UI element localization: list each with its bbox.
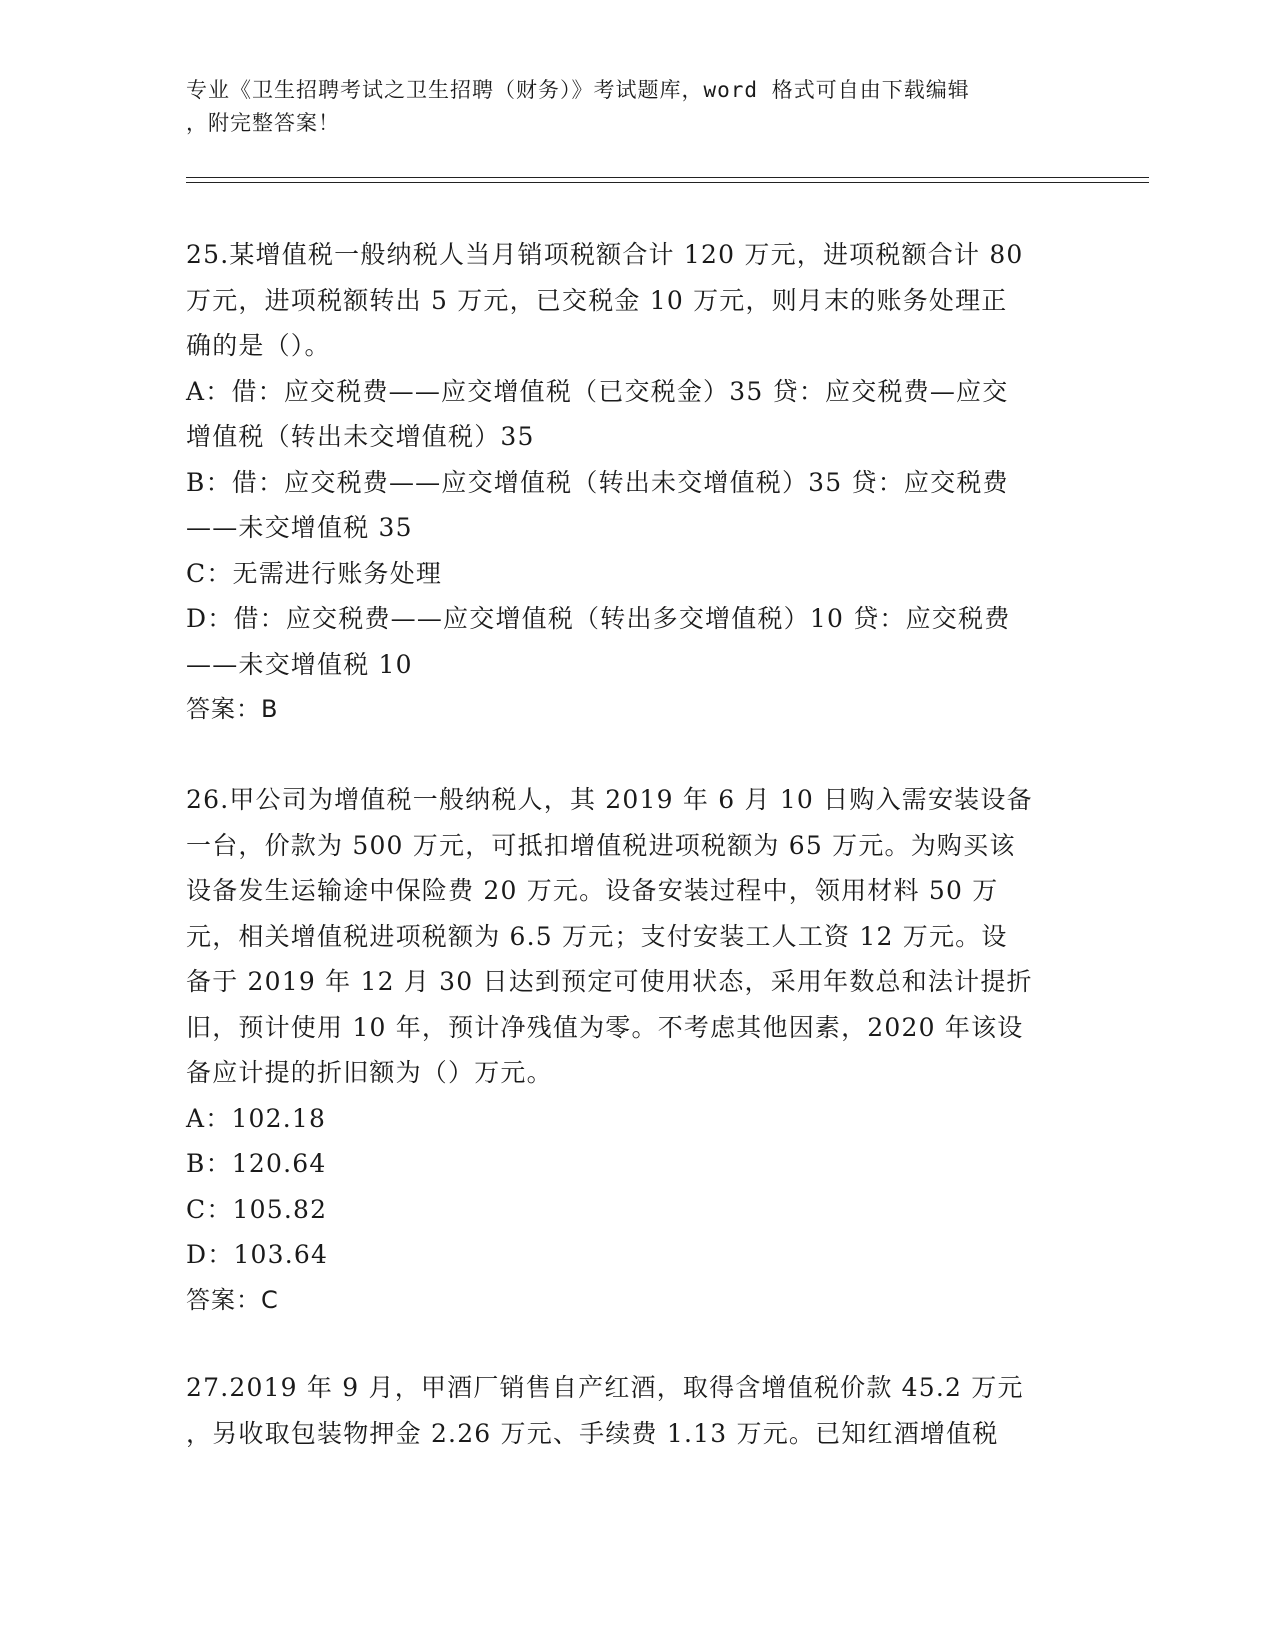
question-26 [186,777,1086,1323]
header-divider [186,177,1149,178]
question-stem-line: 备应计提的折旧额为（）万元。 [186,1058,553,1087]
question-stem-line: 确的是（）。 [186,331,331,360]
page-header [186,74,1066,140]
question-stem-line: 旧，预计使用 10 年，预计净残值为零。不考虑其他因素，2020 年该设 [186,1012,1024,1042]
answer-label: 答案：B [186,695,279,723]
question-stem-line: 一台，价款为 500 万元，可抵扣增值税进项税额为 65 万元。为购买该 [186,830,1016,860]
question-25 [186,232,1086,733]
option-d-line: D：借：应交税费——应交增值税（转出多交增值税）10 贷：应交税费 [186,604,1011,633]
answer-label: 答案：C [186,1285,279,1314]
option-c-line: C：105.82 [186,1194,328,1224]
question-27 [186,1365,1086,1456]
header-divider [186,182,1149,183]
option-a-line: A：借：应交税费——应交增值税（已交税金）35 贷：应交税费—应交 [186,376,1009,406]
question-stem-line: 25.某增值税一般纳税人当月销项税额合计 120 万元，进项税额合计 80 [186,240,1024,269]
option-a-line: A：102.18 [186,1103,327,1133]
option-b-line: B：借：应交税费——应交增值税（转出未交增值税）35 贷：应交税费 [186,467,1009,497]
question-stem-line: 26.甲公司为增值税一般纳税人，其 2019 年 6 月 10 日购入需安装设备 [186,785,1033,814]
option-d-line: ——未交增值税 10 [186,649,413,679]
option-b-line: B：120.64 [186,1149,327,1178]
option-d-line: D：103.64 [186,1240,329,1269]
question-stem-line: 设备发生运输途中保险费 20 万元。设备安装过程中，领用材料 50 万 [186,876,999,905]
option-b-line: ——未交增值税 35 [186,513,413,542]
question-stem-line: 元，相关增值税进项税额为 6.5 万元；支付安装工人工资 12 万元。设 [186,921,1008,951]
question-stem-line: 备于 2019 年 12 月 30 日达到预定可使用状态，采用年数总和法计提折 [186,967,1033,996]
question-stem-line: 27.2019 年 9 月，甲酒厂销售自产红酒，取得含增值税价款 45.2 万元 [186,1373,1024,1402]
header-line: 专业《卫生招聘考试之卫生招聘（财务）》考试题库，word 格式可自由下载编辑 [186,78,970,102]
header-line: ，附完整答案！ [186,111,340,135]
option-c-line: C：无需进行账务处理 [186,558,443,588]
option-a-line: 增值税（转出未交增值税）35 [186,422,535,451]
question-stem-line: 万元，进项税额转出 5 万元，已交税金 10 万元，则月末的账务处理正 [186,285,1008,315]
question-stem-line: ，另收取包装物押金 2.26 万元、手续费 1.13 万元。已知红酒增值税 [186,1418,999,1448]
